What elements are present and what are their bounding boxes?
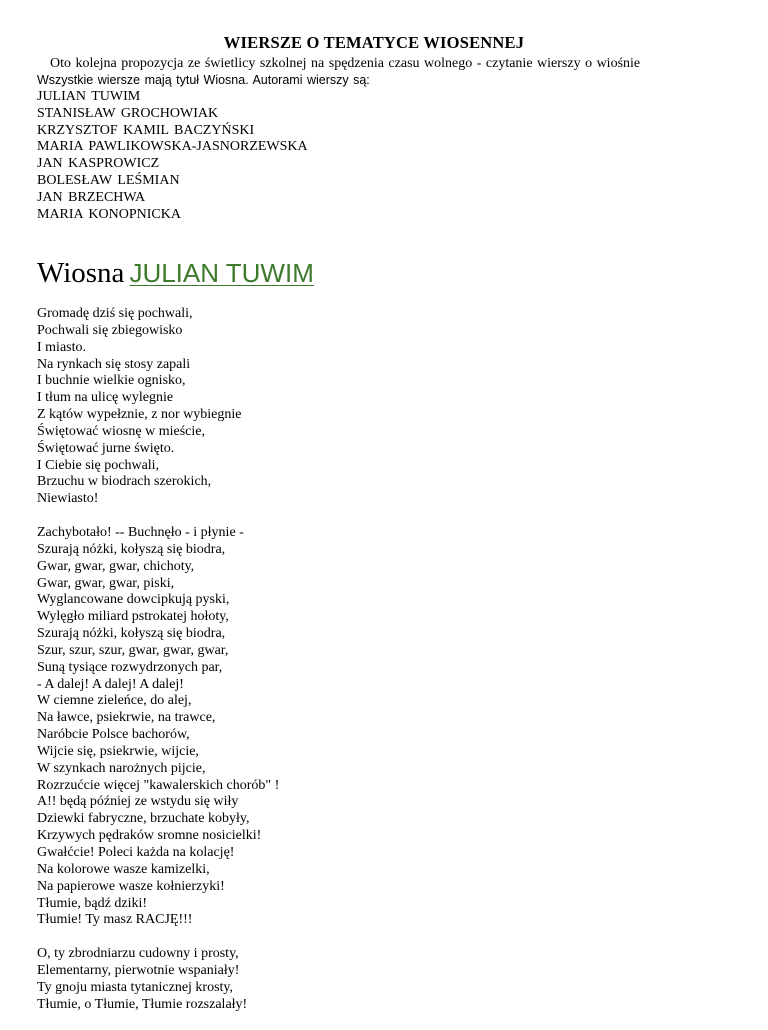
poem-line: Niewiasto! [37,491,99,507]
poem-line: A!! będą później ze wstydu się wiły [37,794,239,810]
author-list [37,89,308,223]
poem-line: Suną tysiące rozwydrzonych par, [37,659,223,675]
author-list-item: STANISŁAW GROCHOWIAK [37,105,219,121]
poem-line: Gwar, gwar, gwar, chichoty, [37,558,195,574]
poem-body [37,306,279,1030]
poem-line: Wyglancowane dowcipkują pyski, [37,592,230,608]
intro-text: Oto kolejna propozycja ze świetlicy szkolnej na spędzenia czasu wolnego - czytanie wierszy o wiośnie [50,56,641,71]
poem-line: Na ławce, psiekrwie, na trawce, [37,710,216,726]
author-list-item: JAN BRZECHWA [37,189,146,205]
poem-stanza [37,525,279,929]
poem-line: O, ty zbrodniarzu cudowny i prosty, [37,946,239,962]
poem-line: Tłumie, o Tłumie, Tłumie rozszalały! [37,996,248,1012]
poem-line: Wylęgło miliard pstrokatej hołoty, [37,609,229,625]
poem-line: I miasto. [37,339,86,355]
poem-stanza [37,946,279,1013]
poem-line: Szurają nóżki, kołyszą się biodra, [37,541,226,557]
poem-line: I buchnie wielkie ognisko, [37,373,186,389]
poem-line: Na papierowe wasze kołnierzyki! [37,878,225,894]
poem-line: Gwar, gwar, gwar, piski, [37,575,175,591]
poem-line: Zachybotało! -- Buchnęło - i płynie - [37,524,244,540]
author-list-item: KRZYSZTOF KAMIL BACZYŃSKI [37,122,255,138]
poem-line: Naróbcie Polsce bachorów, [37,727,190,743]
author-list-item: MARIA KONOPNICKA [37,206,181,222]
poem-line: Rozrzućcie więcej "kawalerskich chorób" ! [37,777,280,793]
poem-line: Pochwali się zbiegowisko [37,322,183,338]
poem-line: Tłumie! Ty masz RACJĘ!!! [37,912,193,928]
poem-line: Krzywych pędraków sromne nosicielki! [37,828,262,844]
poem-line: - A dalej! A dalej! A dalej! [37,676,184,692]
poem-line: Na rynkach się stosy zapali [37,356,191,372]
poem-line: Brzuchu w biodrach szerokich, [37,474,212,490]
poem-line: Z kątów wypełznie, z nor wybiegnie [37,407,242,423]
poem-line: Świętować wiosnę w mieście, [37,423,205,439]
poem-line: Ty gnoju miasta tytanicznej krosty, [37,979,234,995]
author-list-item: JAN KASPROWICZ [37,156,160,172]
poem-title: Wiosna [37,257,125,289]
poem-line: W szynkach narożnych pijcie, [37,760,206,776]
author-list-item: JULIAN TUWIM [37,89,141,104]
poem-heading [37,253,314,298]
poem-line: Gromadę dziś się pochwali, [37,306,193,321]
poem-author-link[interactable]: JULIAN TUWIM [129,258,314,288]
poem-line: Tłumie, bądź dziki! [37,895,148,911]
poem-line: Elementarny, pierwotnie wspaniały! [37,962,240,978]
author-list-item: MARIA PAWLIKOWSKA-JASNORZEWSKA [37,139,308,155]
poem-stanza [37,306,279,508]
author-list-item: BOLESŁAW LEŚMIAN [37,172,180,188]
poem-line: Szur, szur, szur, gwar, gwar, gwar, [37,642,229,658]
document-title: WIERSZE O TEMATYCE WIOSENNEJ [223,33,525,52]
poem-line: I tłum na ulicę wylegnie [37,390,174,406]
poem-line: I Ciebie się pochwali, [37,457,160,473]
poem-line: W ciemne zieleńce, do alej, [37,693,192,709]
poem-line: Na kolorowe wasze kamizelki, [37,861,210,877]
poem-line: Świętować jurne święto. [37,440,175,456]
intro-subtext: Wszystkie wiersze mają tytuł Wiosna. Autorami wierszy są: [37,73,370,87]
poem-line: Szurają nóżki, kołyszą się biodra, [37,626,226,642]
poem-line: Wijcie się, psiekrwie, wijcie, [37,743,199,759]
poem-line: Gwałćcie! Poleci każda na kolację! [37,845,235,860]
poem-line: Dziewki fabryczne, brzuchate kobyły, [37,811,250,827]
